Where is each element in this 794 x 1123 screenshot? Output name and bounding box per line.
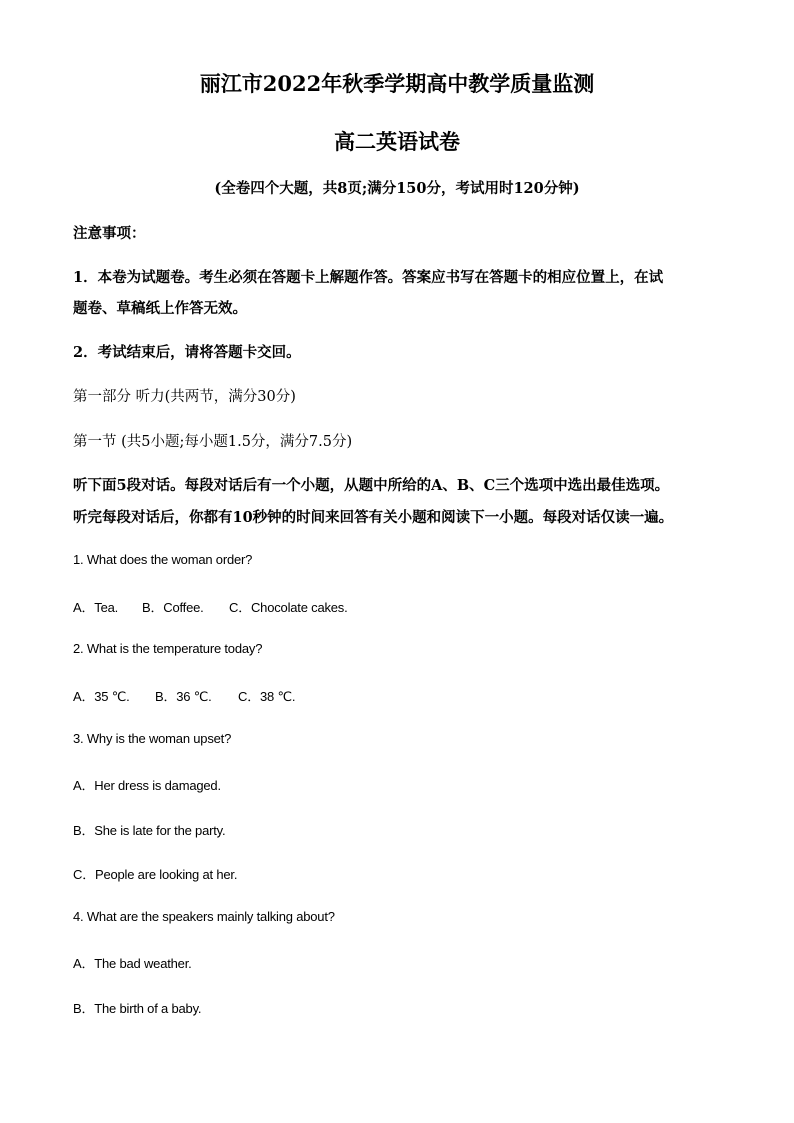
option-b: B．36 ℃. <box>155 689 212 704</box>
option-a: A．35 ℃. <box>73 689 130 704</box>
notice-item-1-line-1: 1．本卷为试题卷。考生必须在答题卡上解题作答。答案应书写在答题卡的相应位置上，在试 <box>73 269 664 286</box>
question-stem: 4. What are the speakers mainly talking about? <box>73 909 335 924</box>
option-a: A．The bad weather. <box>73 956 192 971</box>
instruction-line-2: 听完每段对话后，你都有10秒钟的时间来回答有关小题和阅读下一小题。每段对话仅读一遍。 <box>73 509 674 526</box>
section-heading: 第一节 (共5小题;每小题1.5分，满分7.5分) <box>73 434 353 450</box>
instruction-line-1: 听下面5段对话。每段对话后有一个小题，从题中所给的A、B、C三个选项中选出最佳选项。 <box>73 477 670 494</box>
option-a: A．Tea. <box>73 600 119 615</box>
question-options-row <box>73 686 295 705</box>
option-c: C．People are looking at her. <box>73 867 238 882</box>
option-b: B．She is late for the party. <box>73 823 226 838</box>
question-stem: 3. Why is the woman upset? <box>73 731 232 746</box>
notice-item-2: 2．考试结束后，请将答题卡交回。 <box>73 344 301 361</box>
exam-info: (全卷四个大题，共8页;满分150分，考试用时120分钟) <box>214 180 580 197</box>
part-heading: 第一部分 听力(共两节，满分30分) <box>73 389 296 405</box>
exam-title: 丽江市2022年秋季学期高中教学质量监测 <box>199 71 595 96</box>
notice-heading: 注意事项： <box>73 225 146 242</box>
question-options-row <box>73 597 348 616</box>
option-a: A．Her dress is damaged. <box>73 778 221 793</box>
question-stem: 2. What is the temperature today? <box>73 641 263 656</box>
option-b: B．Coffee. <box>142 600 204 615</box>
option-c: C．Chocolate cakes. <box>229 600 348 615</box>
option-c: C．38 ℃. <box>238 689 296 704</box>
question-stem: 1. What does the woman order? <box>73 552 253 567</box>
notice-item-1-line-2: 题卷、草稿纸上作答无效。 <box>73 300 247 317</box>
option-b: B．The birth of a baby. <box>73 1001 202 1016</box>
exam-subtitle: 高二英语试卷 <box>334 129 460 154</box>
